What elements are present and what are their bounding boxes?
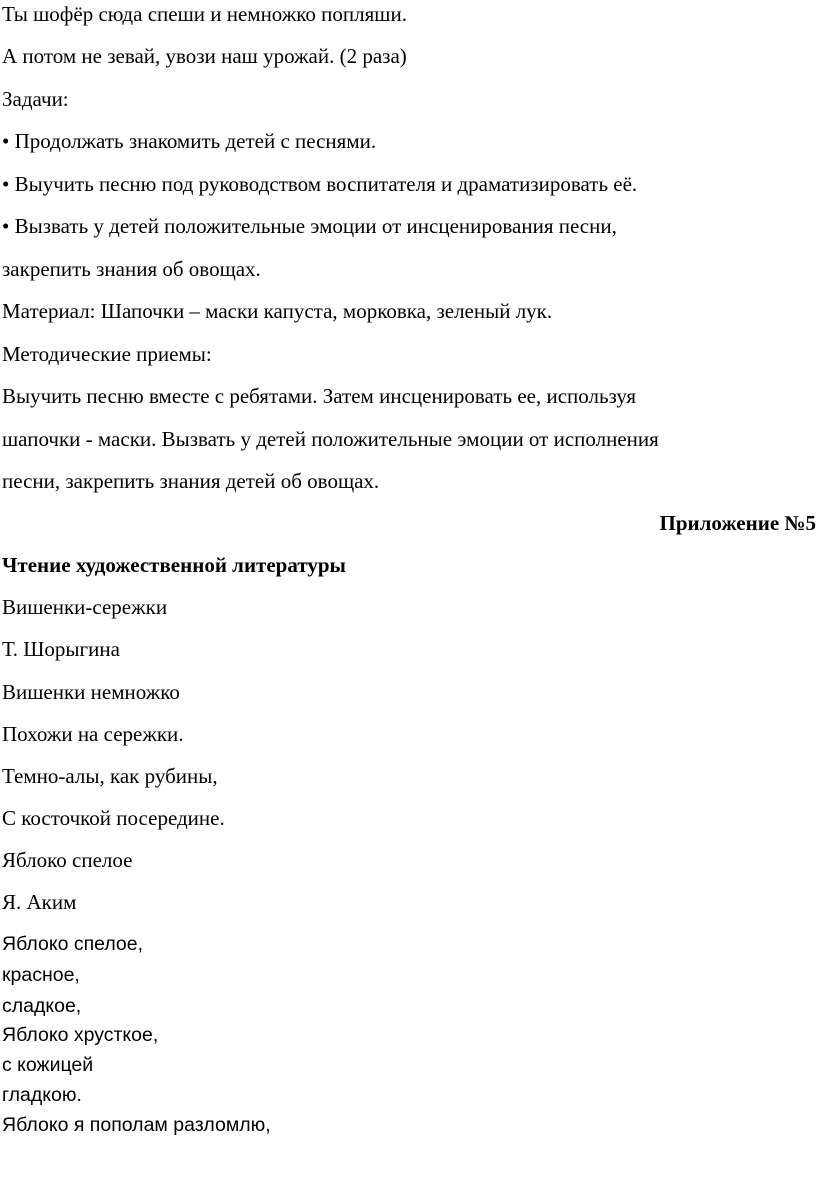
- poem1-line-2: Похожи на сережки.: [2, 722, 184, 746]
- poem1-author: Т. Шорыгина: [2, 637, 120, 661]
- poem1-line-1: Вишенки немножко: [2, 680, 180, 704]
- poem1-title: Вишенки-сережки: [2, 595, 168, 619]
- task-item-1: • Продолжать знакомить детей с песнями.: [2, 129, 377, 153]
- poem2-line-3: сладкое,: [2, 995, 82, 1017]
- task-item-3-continued: закрепить знания об овощах.: [2, 257, 261, 281]
- poem2-line-6: гладкою.: [2, 1084, 82, 1106]
- poem1-line-4: С косточкой посередине.: [2, 806, 225, 830]
- section-title: Чтение художественной литературы: [2, 553, 346, 577]
- task-item-3: • Вызвать у детей положительные эмоции от инсценирования песни,: [2, 214, 617, 238]
- intro-line-2: А потом не зевай, увози наш урожай. (2 раза): [2, 44, 407, 68]
- poem2-title: Яблоко спелое: [2, 848, 133, 872]
- methods-line-1: Выучить песню вместе с ребятами. Затем инсценировать ее, используя: [2, 384, 637, 408]
- poem2-line-1: Яблоко спелое,: [2, 933, 144, 955]
- methods-heading: Методические приемы:: [2, 342, 212, 366]
- task-item-2: • Выучить песню под руководством воспитателя и драматизировать её.: [2, 172, 638, 196]
- appendix-label: Приложение №5: [659, 511, 816, 535]
- material-line: Материал: Шапочки – маски капуста, морковка, зеленый лук.: [2, 299, 553, 323]
- poem2-line-5: с кожицей: [2, 1054, 94, 1076]
- poem1-line-3: Темно-алы, как рубины,: [2, 764, 218, 788]
- poem2-line-4: Яблоко хрусткое,: [2, 1024, 159, 1046]
- intro-line-1: Ты шофёр сюда спеши и немножко попляши.: [2, 2, 407, 26]
- tasks-heading: Задачи:: [2, 87, 69, 111]
- poem2-line-2: красное,: [2, 964, 80, 986]
- methods-line-3: песни, закрепить знания детей об овощах.: [2, 469, 380, 493]
- methods-line-2: шапочки - маски. Вызвать у детей положительные эмоции от исполнения: [2, 427, 659, 451]
- poem2-author: Я. Аким: [2, 890, 77, 914]
- poem2-line-7: Яблоко я пополам разломлю,: [2, 1114, 271, 1136]
